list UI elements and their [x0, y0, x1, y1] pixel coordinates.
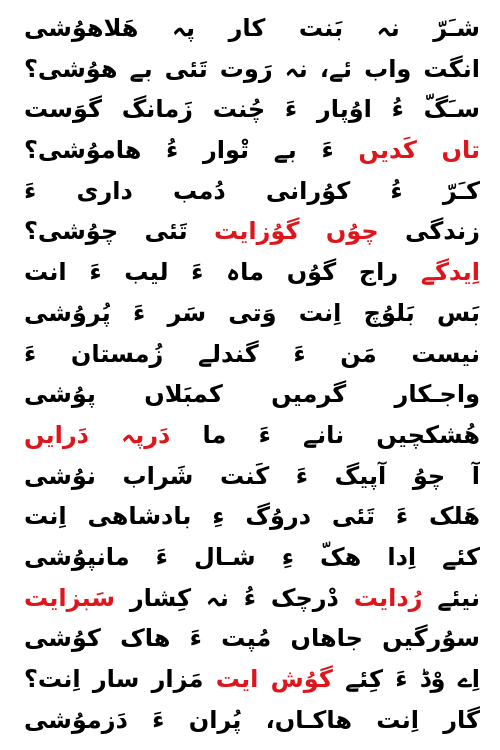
- line-text: شـَرّ نہ بَنت کار پہ ھَلاھوُشی: [24, 14, 480, 42]
- poem-line: [24, 8, 480, 49]
- line-text: دْرچک ءُ نہ کِشار: [114, 583, 354, 612]
- poem-page: [24, 8, 480, 742]
- line-text: ءَ بے تْوار ءُ ھاموُشی؟: [24, 136, 359, 165]
- poem-line: [24, 537, 480, 578]
- poem-line: [24, 89, 480, 130]
- line-text: ھُشکچیں نانے ءَ ما: [170, 420, 480, 449]
- highlighted-phrase: رُدایت: [353, 583, 423, 612]
- poem-line: [24, 659, 480, 700]
- line-text: کـَرّ ءُ کوُرانی دُمب داری ءَ: [24, 176, 480, 205]
- poem-line: [24, 456, 480, 497]
- poem-line: [24, 252, 480, 293]
- highlighted-phrase: دَرپہ دَرایں: [24, 420, 171, 449]
- poem-line: [24, 700, 480, 741]
- line-text: اِے وْڈ ءَ کِئے: [332, 665, 480, 693]
- poem-line: [24, 130, 480, 171]
- line-text: سوُرگیں جاھاں مُپت ءَ ھاک کوُشی: [24, 624, 480, 653]
- line-text: مَزار سار اِنت؟: [24, 665, 216, 693]
- line-text: بَس بَلوُچ اِنت وَتی سَر ءَ پُروُشی: [24, 298, 480, 327]
- line-text: انگت واب ئے، نہ رَوت تَئی بے ھوُشی؟: [24, 54, 480, 83]
- line-text: گار اِنت ھاکـاں، پُران ءَ دَزموُشی: [24, 705, 480, 734]
- line-text: تَئی چوُشی؟: [24, 217, 214, 246]
- poem-line: [24, 171, 480, 212]
- line-text: سـَگّ ءُ اوُپار ءَ چُنت زَمانگ گوَست: [24, 95, 480, 124]
- line-text: کئے اِدا ھکّ ءِ شـال ءَ مانپوُشی: [24, 542, 480, 571]
- highlighted-phrase: چوُں گوُزایت: [214, 217, 379, 246]
- poem-line: [24, 374, 480, 415]
- line-text: نیئے: [422, 583, 480, 612]
- poem-line: [24, 415, 480, 456]
- line-text: ھَلک ءَ تَئی دروُگ ءِ بادشاھی اِنت: [24, 502, 480, 531]
- poem-line: [24, 211, 480, 252]
- poem-line: [24, 49, 480, 90]
- line-text: نیست مَن ءَ گندلے زُمستان ءَ: [24, 339, 480, 368]
- line-text: زندگی: [378, 217, 480, 246]
- poem-line: [24, 293, 480, 334]
- poem-line: [24, 334, 480, 375]
- highlighted-phrase: سَبزایت: [24, 583, 115, 612]
- line-text: واجـکار گرمیں کمبَلاں پوُشی: [24, 380, 480, 409]
- highlighted-phrase: اِیدگے: [420, 258, 480, 287]
- poem-line: [24, 578, 480, 619]
- line-text: آ چوُ آپیگ ءَ کَنت شَراب نوُشی: [24, 461, 480, 490]
- highlighted-phrase: تاں کَدیں: [358, 136, 480, 165]
- line-text: راج گوُں ماہ ءَ لیب ءَ انت: [24, 258, 421, 287]
- poem-line: [24, 618, 480, 659]
- highlighted-phrase: گوُش ایت: [215, 665, 333, 693]
- poem-line: [24, 496, 480, 537]
